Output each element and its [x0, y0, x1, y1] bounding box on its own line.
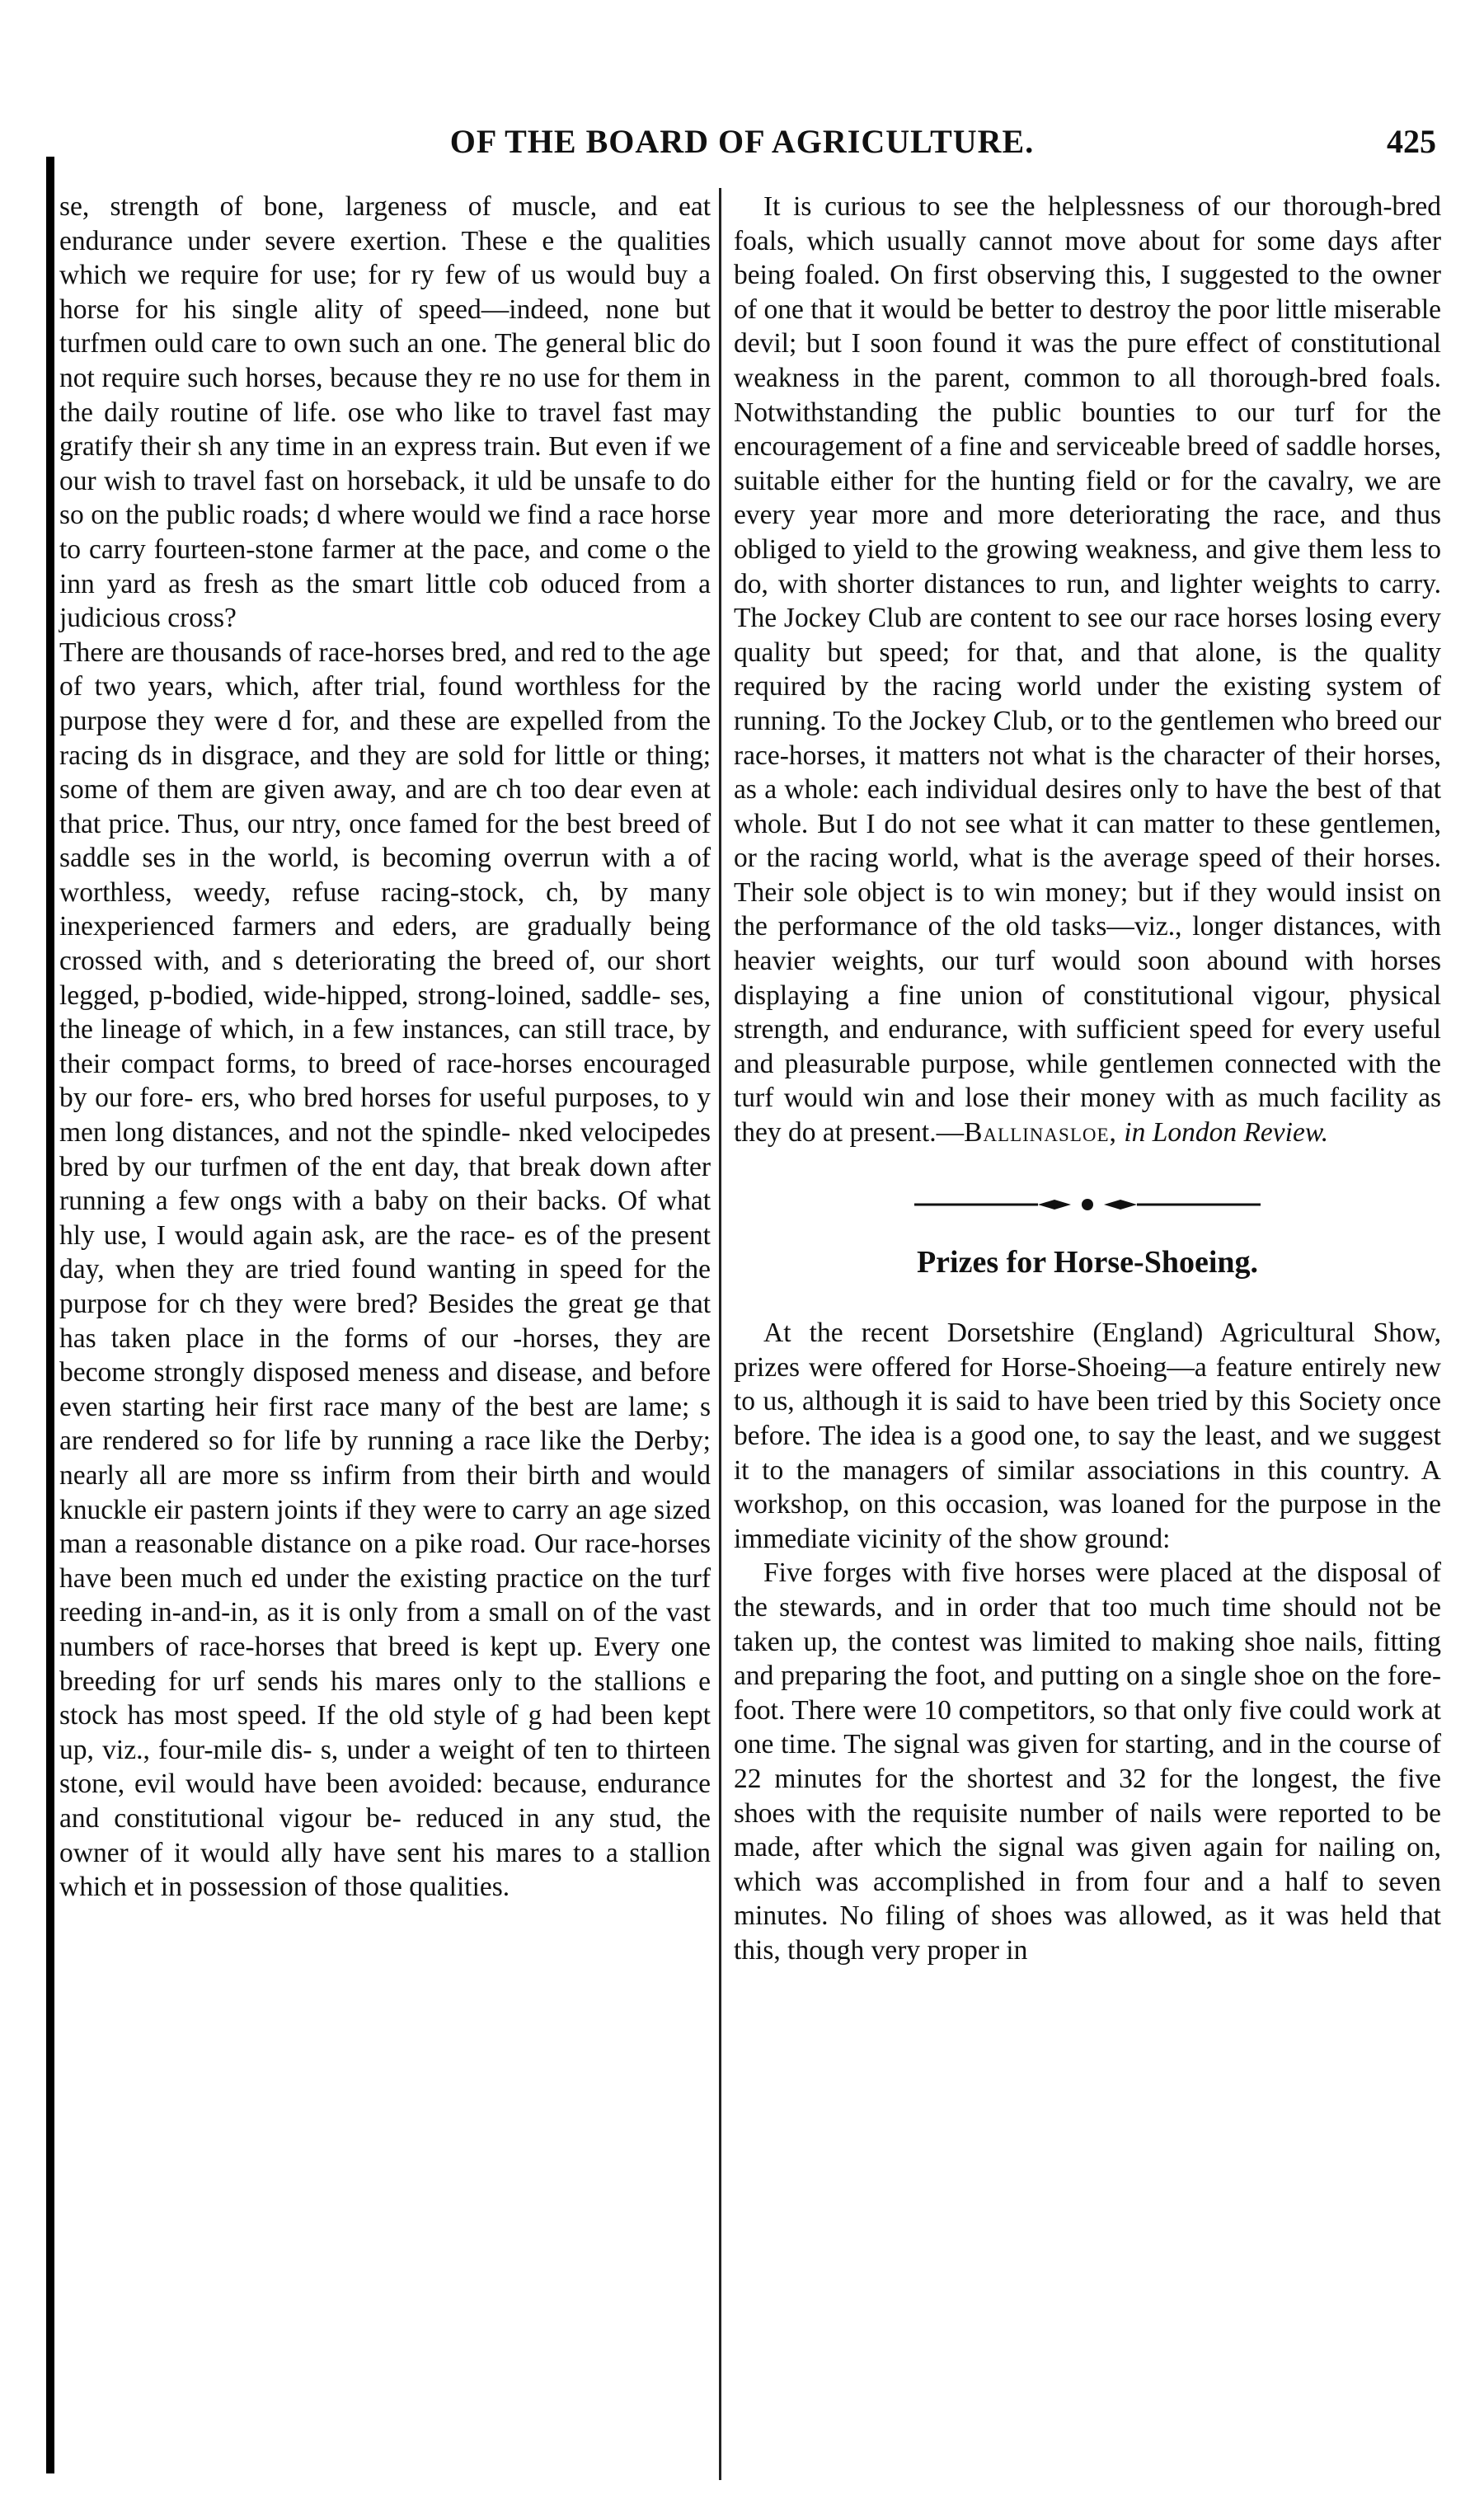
column-rule — [719, 188, 721, 2480]
signature-source: in London Review. — [1124, 1117, 1329, 1149]
ornament-divider — [914, 1195, 1261, 1214]
page-header — [0, 122, 1484, 171]
left-column — [59, 190, 711, 1905]
right-paragraph-2: At the recent Dorsetshire (England) Agricultural Show, prizes were offered for Horse-Shoeing—a feature entirely new to us, although it is said to have been tried by this Society once before. The idea is a good one, to say the least, and we suggest it to the managers of similar associations in this country. A workshop, on this occasion, was loaned for the purpose in the immediate vicinity of the show ground: — [734, 1318, 1441, 1554]
running-title: OF THE BOARD OF AGRICULTURE. — [449, 123, 1035, 160]
section-title: Prizes for Horse-Shoeing. — [916, 1244, 1259, 1280]
right-paragraph-3: Five forges with five horses were placed at the disposal of the stewards, and in order that too much time should not be taken up, the contest was limited to making shoe nails, fitting and preparing the foot, and putting on a single shoe on the fore-foot. There were 10 competitors, so that only five could work at one time. The signal was given for starting, and in the course of 22 minutes for the shortest and 32 for the longest, the five shoes with the requisite number of nails were reported to be made, after which the signal was given again for nailing on, which was accomplished in from four and a half to seven minutes. No filing of shoes was allowed, as it was held that this, though very proper in — [734, 1557, 1441, 1966]
signature-name: Ballinasloe, — [964, 1117, 1117, 1149]
left-paragraph-2: There are thousands of race-horses bred, and red to the age of two years, which, after trial, found worthless for the purpose they were d for, and these are expelled from the racing ds in disgrace, and they are sold for little or thing; some of them are given away, and are ch too dear even at that price. Thus, our ntry, once famed for the best breed of saddle ses in the world, is becoming overrun with a of worthless, weedy, refuse racing-stock, ch, by many inexperienced farmers and eders, are gradually being crossed with, and s deteriorating the breed of, our short legged, p-bodied, wide-hipped, strong-loined, saddle- ses, the lineage of which, in a few instances, can still trace, by their compact forms, to breed of race-horses encouraged by our fore- ers, who bred horses for useful purposes, to y men long distances, and not the spindle- nked velocipedes bred by our turfmen of the ent day, that break down after running a few ongs with a baby on their backs. Of what hly use, I would again ask, are the race- es of the present day, when they are tried found wanting in speed for the purpose for ch they were bred? Besides the great ge that has taken place in the forms of our -horses, they are become strongly disposed meness and disease, and before even starting heir first race many of the best are lame; s are rendered so for life by running a race like the Derby; nearly all are more ss infirm from their birth and would knuckle eir pastern joints if they were to carry an age sized man a reasonable distance on a pike road. Our race-horses have been much ed under the existing practice on the turf reeding in-and-in, as it is only from a small on of the vast numbers of race-horses that breed is kept up. Every one breeding for urf sends his mares only to the stallions e stock has most speed. If the old style of g had been kept up, viz., four-mile dis- s, under a weight of ten to thirteen stone, evil would have been avoided: because, endurance and constitutional vigour be- reduced in any stud, the owner of it would ally have sent his mares to a stallion which et in possession of those qualities. — [59, 637, 711, 1903]
page-number: 425 — [1387, 123, 1436, 160]
right-paragraph-1-text: It is curious to see the helplessness of our thorough-bred foals, which usually cannot move about for some days after being foaled. On first observing this, I suggested to the owner of one that it would be better to destroy the poor little miserable devil; but I soon found it was the pure effect of constitutional weakness in the parent, common to all thorough-bred foals. Notwithstanding the public bounties to our turf for the encouragement of a fine and serviceable breed of saddle horses, suitable either for the hunting field or for the cavalry, we are every year more and more deteriorating the race, and thus obliged to yield to the growing weakness, and give them less to do, with shorter distances to run, and lighter weights to carry. The Jockey Club are content to see our race horses losing every quality but speed; for that, and that alone, is the quality required by the racing world under the existing system of running. To the Jockey Club, or to the gentlemen who breed our race-horses, it matters not what is the character of their horses, as a whole: each individual desires only to have the best of that whole. But I do not see what it can matter to these gentlemen, or the racing world, what is the average speed of their horses. Their sole object is to win money; but if they would insist on the performance of the old tasks—viz., longer distances, with heavier weights, our turf would soon abound with horses displaying a fine union of constitutional vigour, physical strength, and endurance, with sufficient speed for every useful and pleasurable purpose, while gentlemen connected with the turf would win and lose their money with as much facility as they do at present.— — [734, 191, 1441, 1149]
right-paragraph-1 — [734, 190, 1441, 1150]
left-paragraph-1: se, strength of bone, largeness of muscle, and eat endurance under severe exertion. These e the qualities which we require for use; for ry few of us would buy a horse for his single ality of speed—indeed, none but turfmen ould care to own such an one. The general blic do not require such horses, because they re no use for them in the daily routine of life. ose who like to travel fast may gratify their sh any time in an express train. But even if we our wish to travel fast on horseback, it uld be unsafe to do so on the public roads; d where would we find a race horse to carry fourteen-stone farmer at the pace, and come o the inn yard as fresh as the smart little cob oduced from a judicious cross? — [59, 191, 711, 634]
right-column — [734, 190, 1441, 1968]
binding-edge — [46, 157, 54, 2473]
